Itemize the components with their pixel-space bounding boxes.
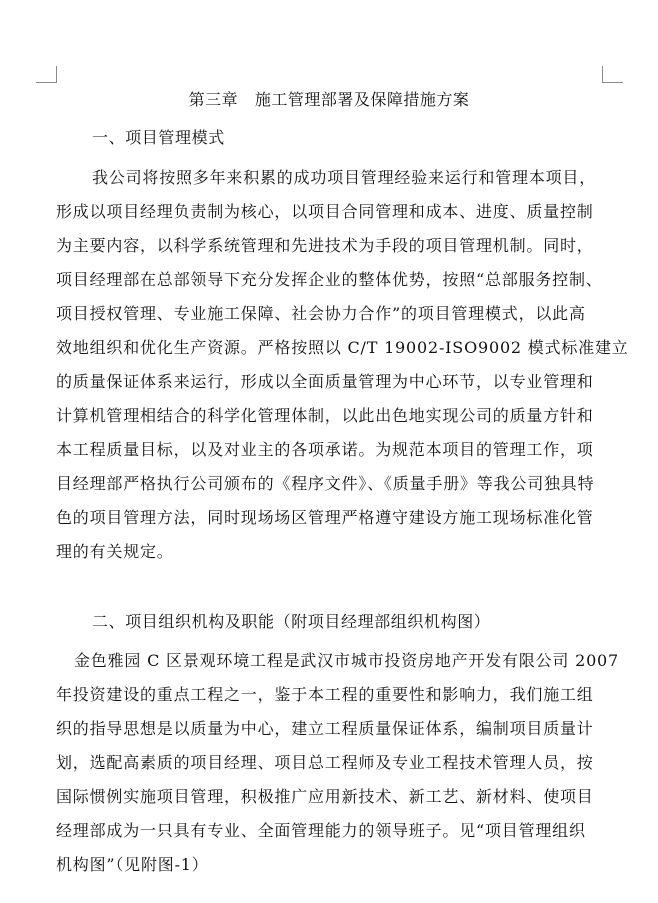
paragraph-line: 项目经理部在总部领导下充分发挥企业的整体优势，按照“总部服务控制、 xyxy=(56,270,603,289)
paragraph-line: 织的指导思想是以质量为中心，建立工程质量保证体系，编制项目质量计 xyxy=(56,719,594,738)
paragraph-line: 效地组织和优化生产资源。严格按照以 C/T 19002-ISO9002 模式标准建立 xyxy=(56,338,629,357)
section-heading-project-management-mode: 一、项目管理模式 xyxy=(92,128,225,147)
paragraph-line: 本工程质量目标，以及对业主的各项承诺。为规范本项目的管理工作，项 xyxy=(56,440,594,459)
paragraph-project-organization xyxy=(56,649,620,887)
paragraph-line: 机构图”（见附图-1） xyxy=(56,855,209,874)
paragraph-line: 我公司将按照多年来积累的成功项目管理经验来运行和管理本项目， xyxy=(92,168,597,187)
paragraph-line: 理的有关规定。 xyxy=(56,542,174,561)
crop-mark-top-left xyxy=(36,66,57,83)
paragraph-line: 经理部成为一只具有专业、全面管理能力的领导班子。见“项目管理组织 xyxy=(56,821,586,840)
paragraph-line: 年投资建设的重点工程之一，鉴于本工程的重要性和影响力，我们施工组 xyxy=(56,685,594,704)
crop-mark-top-right xyxy=(602,66,623,83)
chapter-title: 第三章 施工管理部署及保障措施方案 xyxy=(188,90,470,109)
paragraph-line: 计算机管理相结合的科学化管理体制，以此出色地实现公司的质量方针和 xyxy=(56,406,594,425)
section-heading-project-organization: 二、项目组织机构及职能（附项目经理部组织机构图） xyxy=(92,612,491,631)
paragraph-line: 色的项目管理方法，同时现场场区管理严格遵守建设方施工现场标准化管 xyxy=(56,508,594,527)
paragraph-line: 国际惯例实施项目管理，积极推广应用新技术、新工艺、新材料、使项目 xyxy=(56,787,594,806)
paragraph-line: 为主要内容，以科学系统管理和先进技术为手段的项目管理机制。同时， xyxy=(56,236,594,255)
paragraph-project-management-mode xyxy=(56,166,629,574)
paragraph-line: 目经理部严格执行公司颁布的《程序文件》、《质量手册》等我公司独具特 xyxy=(56,474,595,493)
paragraph-line: 金色雅园 C 区景观环境工程是武汉市城市投资房地产开发有限公司 2007 xyxy=(74,651,620,670)
paragraph-line: 形成以项目经理负责制为核心，以项目合同管理和成本、进度、质量控制 xyxy=(56,202,594,221)
paragraph-line: 项目授权管理、专业施工保障、社会协力合作”的项目管理模式，以此高 xyxy=(56,304,586,323)
paragraph-line: 划，选配高素质的项目经理、项目总工程师及专业工程技术管理人员，按 xyxy=(56,753,594,772)
paragraph-line: 的质量保证体系来运行，形成以全面质量管理为中心环节，以专业管理和 xyxy=(56,372,594,391)
